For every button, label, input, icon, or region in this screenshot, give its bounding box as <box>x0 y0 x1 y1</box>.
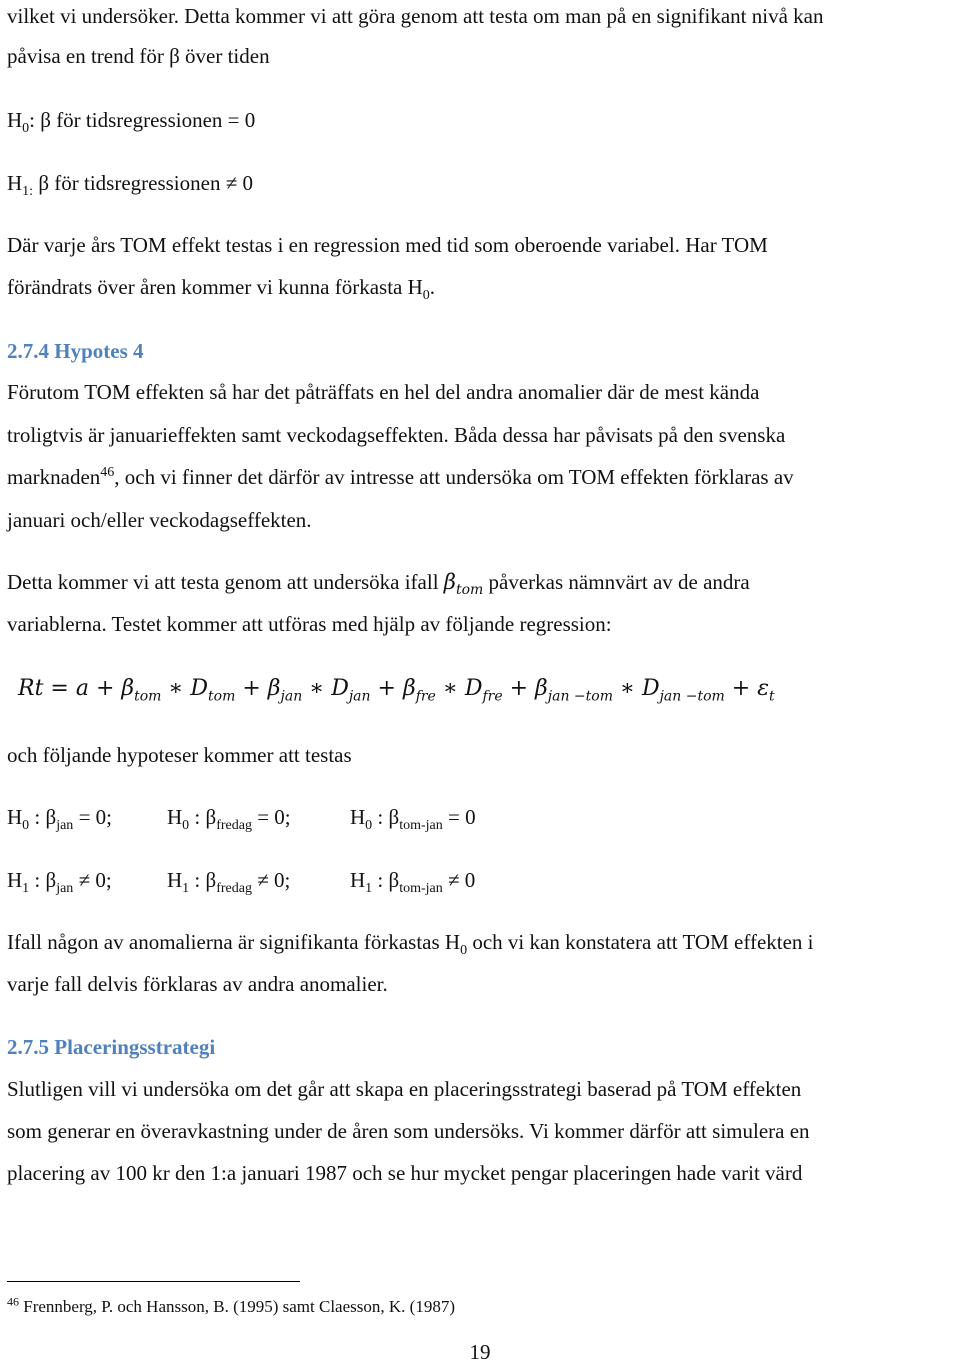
paragraph-anomalies-line-2: troligtvis är januarieffekten samt veckodagseffekten. Båda dessa har påvisats på den svenska <box>7 423 786 447</box>
hypothesis-h0-time: $H_0$: β för tidsregressionen = 0 <box>7 108 256 137</box>
hypothesis-h1-fredag: $H_1$ : $\beta_{fredag} \ne 0$; <box>167 868 291 897</box>
paragraph-hypotheses-intro: och följande hypoteser kommer att testas <box>7 743 352 767</box>
footnote-separator <box>7 1281 300 1282</box>
section-heading-2-7-4: 2.7.4 Hypotes 4 <box>7 339 144 363</box>
regression-equation: $Rt = a + \beta_{tom}$ ∗ $D_{tom} + \beta_{jan}$ ∗ $D_{jan} + \beta_{fre}$ ∗ $D_{fre} + \beta_{jan -tom}$ ∗ $D_{jan -tom} + \varepsilon_t$ <box>18 676 775 705</box>
footnote-46: $^{46}$ Frennberg, P. och Hansson, B. (1995) samt Claesson, K. (1987) <box>7 1294 455 1316</box>
paragraph-conclusion-line-1: Ifall någon av anomalierna är signifikanta förkastas $H_0$ och vi kan konstatera att TOM effekten i <box>7 930 814 959</box>
paragraph-anomalies-line-3: marknaden$^{46}$, och vi finner det därför av intresse att undersöka om TOM effekten förklaras av <box>7 465 794 489</box>
page-number: 19 <box>469 1340 491 1364</box>
paragraph-conclusion-line-2: varje fall delvis förklaras av andra anomalier. <box>7 972 388 996</box>
hypothesis-h0-tom-jan: $H_0$ : $\beta_{tom-jan} = 0$ <box>350 805 476 834</box>
section-heading-2-7-5: 2.7.5 Placeringsstrategi <box>7 1035 216 1059</box>
footnote-reference: 46 <box>100 465 115 480</box>
paragraph-regression-line-1: Där varje års TOM effekt testas i en regression med tid som oberoende variabel. Har TOM <box>7 233 768 257</box>
paragraph-strategy-line-3: placering av 100 kr den 1:a januari 1987 och se hur mycket pengar placeringen hade varit värd <box>7 1161 803 1185</box>
paragraph-anomalies-line-1: Förutom TOM effekten så har det påträffats en hel del andra anomalier där de mest kända <box>7 380 760 404</box>
paragraph-test-line-2: variablerna. Testet kommer att utföras med hjälp av följande regression: <box>7 612 612 636</box>
hypothesis-h0-jan: $H_0$ : $\beta_{jan} = 0$; <box>7 805 112 834</box>
paragraph-strategy-line-2: som generar en överavkastning under de åren som undersöks. Vi kommer därför att simulera en <box>7 1119 810 1143</box>
paragraph-strategy-line-1: Slutligen vill vi undersöka om det går att skapa en placeringsstrategi baserad på TOM effekten <box>7 1077 802 1101</box>
paragraph-anomalies-line-4: januari och/eller veckodagseffekten. <box>7 508 312 532</box>
hypothesis-h1-jan: $H_1$ : $\beta_{jan} \ne 0$; <box>7 868 112 897</box>
hypothesis-h1-tom-jan: $H_1$ : $\beta_{tom-jan} \ne 0$ <box>350 868 476 897</box>
hypothesis-h0-fredag: $H_0$ : $\beta_{fredag} = 0$; <box>167 805 291 834</box>
paragraph-intro-line-1: vilket vi undersöker. Detta kommer vi att göra genom att testa om man på en signifikant nivå kan <box>7 4 824 28</box>
paragraph-intro-line-2: påvisa en trend för β över tiden <box>7 44 270 68</box>
hypothesis-h1-time: $H_{1:}$ β för tidsregressionen ≠ 0 <box>7 171 253 200</box>
paragraph-regression-line-2: förändrats över åren kommer vi kunna förkasta $H_0$. <box>7 275 436 304</box>
paragraph-test-line-1: Detta kommer vi att testa genom att undersöka ifall $\beta_{tom}$ påverkas nämnvärt av de andra <box>7 570 750 599</box>
